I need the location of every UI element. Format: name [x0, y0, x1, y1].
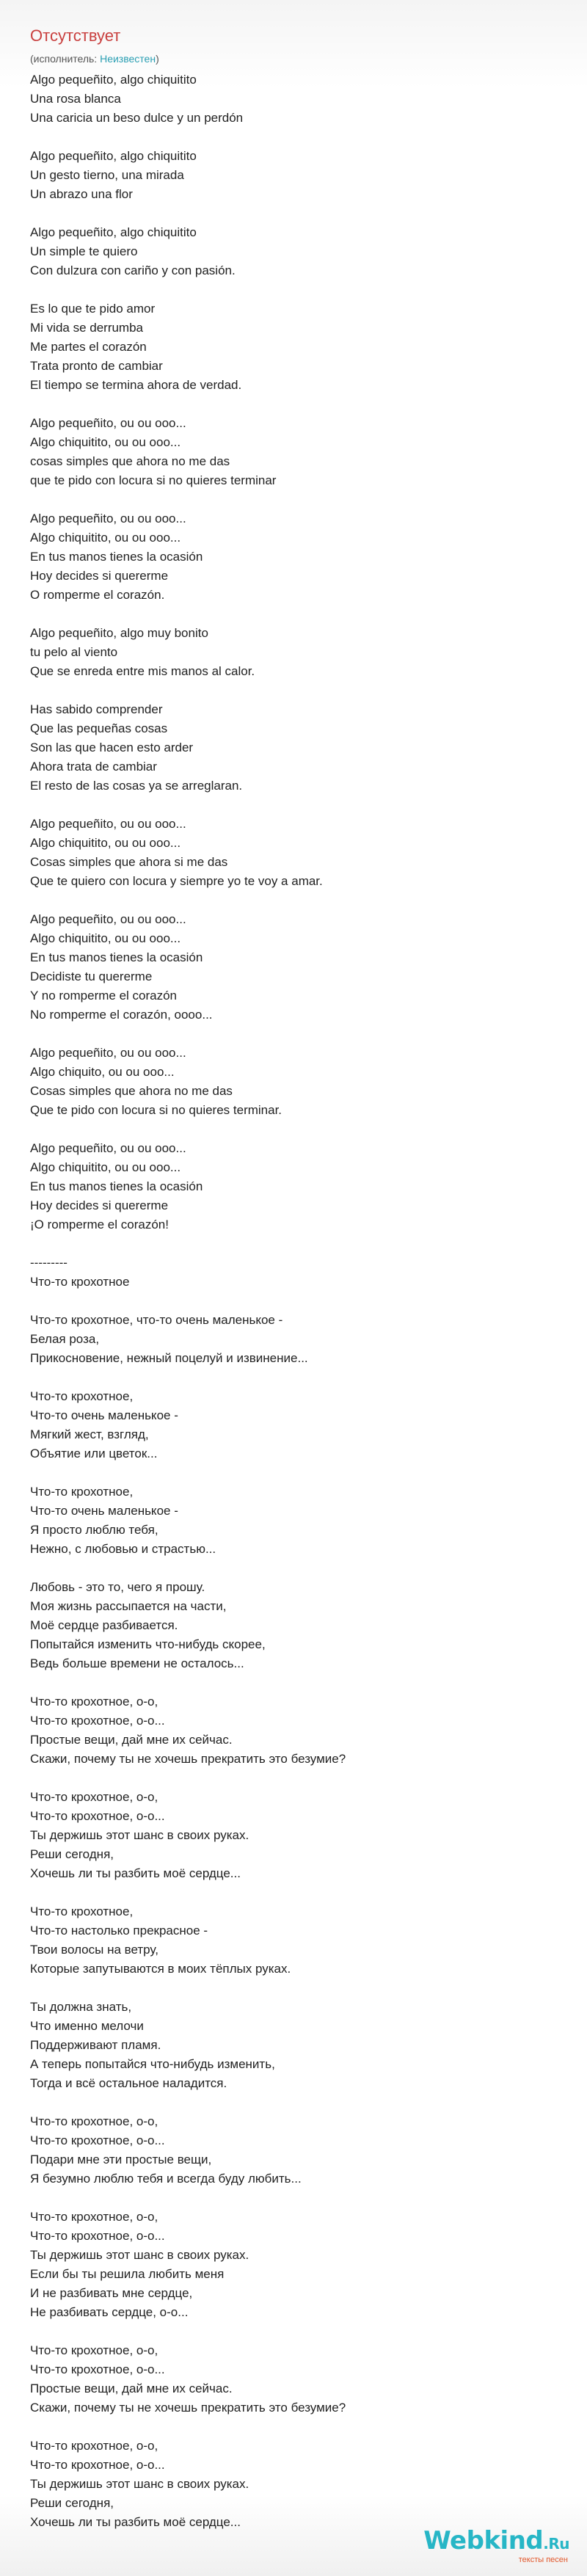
logo-tagline: тексты песен — [518, 2555, 568, 2564]
lyrics-line: Algo pequeñito, algo chiquitito — [30, 225, 197, 239]
logo-brand-name: Webkind — [423, 2526, 544, 2555]
lyrics-line: Algo chiquito, ou ou ooo... — [30, 1065, 175, 1079]
lyrics-stanza — [30, 815, 558, 891]
logo-brand-tld: .Ru — [543, 2535, 569, 2553]
lyrics-stanza — [30, 299, 558, 395]
lyrics-line: Me partes el corazón — [30, 340, 147, 354]
lyrics-line: Un gesto tierno, una mirada — [30, 168, 184, 182]
lyrics-stanza — [30, 2208, 558, 2322]
lyrics-line: Мягкий жест, взгляд, — [30, 1427, 149, 1441]
lyrics-stanza — [30, 700, 558, 796]
lyrics-line: Con dulzura con cariño y con pasión. — [30, 263, 236, 277]
lyrics-line: Una rosa blanca — [30, 92, 121, 106]
lyrics-line: Что-то крохотное, — [30, 1485, 134, 1499]
lyrics-stanza — [30, 624, 558, 681]
lyrics-stanza — [30, 2341, 558, 2417]
lyrics-line: Son las que hacen esto arder — [30, 741, 194, 754]
lyrics-line: Простые вещи, дай мне их сейчас. — [30, 1733, 233, 1747]
logo-brand — [423, 2526, 569, 2555]
lyrics-line: Что-то крохотное, о-о... — [30, 2133, 165, 2147]
lyrics-line: Что-то крохотное, что-то очень маленькое - — [30, 1313, 283, 1327]
lyrics-line: Algo chiquitito, ou ou ooo... — [30, 931, 181, 945]
lyrics-line: Cosas simples que ahora si me das — [30, 855, 228, 869]
lyrics-line: Что-то крохотное, — [30, 1389, 134, 1403]
lyrics-line: Твои волосы на ветру, — [30, 1943, 158, 1957]
lyrics-line: Что-то крохотное, о-о, — [30, 2210, 158, 2224]
lyrics-line: Попытайся изменить что-нибудь скорее, — [30, 1637, 266, 1651]
lyrics-line: Объятие или цветок... — [30, 1447, 158, 1460]
lyrics-line: Что-то крохотное, о-о... — [30, 2458, 165, 2472]
lyrics-line: Que te quiero con locura y siempre yo te voy a amar. — [30, 874, 323, 888]
lyrics-line: Ahora trata de cambiar — [30, 760, 157, 774]
translation-title: Что-то крохотное — [30, 1275, 130, 1289]
lyrics-line: Что-то крохотное, о-о, — [30, 2343, 158, 2357]
lyrics-stanza — [30, 1902, 558, 1979]
lyrics-line: Hoy decides si quererme — [30, 1198, 169, 1212]
lyrics-line: Подари мне эти простые вещи, — [30, 2153, 212, 2166]
lyrics-line: Реши сегодня, — [30, 2496, 114, 2510]
lyrics-stanza — [30, 1692, 558, 1769]
lyrics-line: Que las pequeñas cosas — [30, 721, 168, 735]
lyrics-line: Que se enreda entre mis manos al calor. — [30, 664, 255, 678]
lyrics-line: Что-то крохотное, о-о... — [30, 1714, 165, 1728]
lyrics-stanza — [30, 1044, 558, 1120]
lyrics-line: Algo pequeñito, ou ou ooo... — [30, 416, 186, 430]
lyrics-line: cosas simples que ahora no me das — [30, 454, 230, 468]
lyrics-line: Ты держишь этот шанс в своих руках. — [30, 2477, 249, 2491]
lyrics-stanza — [30, 1311, 558, 1368]
performer-line — [30, 53, 159, 65]
lyrics-line: Que te pido con locura si no quieres terminar. — [30, 1103, 282, 1117]
lyrics-line: Mi vida se derrumba — [30, 321, 144, 335]
lyrics-line: Скажи, почему ты не хочешь прекратить это безумие? — [30, 1752, 346, 1766]
lyrics-line: Decidiste tu quererme — [30, 969, 153, 983]
lyrics-line: ¡O romperme el corazón! — [30, 1218, 169, 1231]
lyrics-line: En tus manos tienes la ocasión — [30, 1179, 203, 1193]
page-title: Отсутствует — [30, 26, 121, 45]
lyrics-line: Algo pequeñito, ou ou ooo... — [30, 1046, 186, 1060]
lyrics-line: O romperme el corazón. — [30, 588, 165, 602]
lyrics-line: Что-то крохотное, о-о... — [30, 2362, 165, 2376]
lyrics-line: Не разбивать сердце, о-о... — [30, 2305, 189, 2319]
translation-heading — [30, 1273, 558, 1292]
lyrics-line: Cosas simples que ahora no me das — [30, 1084, 233, 1098]
lyrics-stanza — [30, 1578, 558, 1673]
performer-prefix: (исполнитель: — [30, 53, 101, 65]
lyrics-line: Algo pequeñito, algo chiquitito — [30, 73, 197, 87]
lyrics-line: Algo pequeñito, ou ou ooo... — [30, 817, 186, 831]
lyrics-line: Поддерживают пламя. — [30, 2038, 161, 2052]
lyrics-stanza — [30, 1482, 558, 1559]
lyrics-line: Моя жизнь рассыпается на части, — [30, 1599, 227, 1613]
lyrics-line: Ты держишь этот шанс в своих руках. — [30, 2248, 249, 2262]
lyrics-line: Прикосновение, нежный поцелуй и извинение... — [30, 1351, 308, 1365]
lyrics-line: Es lo que te pido amor — [30, 302, 156, 316]
lyrics-stanza — [30, 910, 558, 1025]
lyrics-line: Что-то крохотное, о-о, — [30, 1790, 158, 1804]
lyrics-line: Хочешь ли ты разбить моё сердце... — [30, 2515, 241, 2529]
lyrics-stanza — [30, 2437, 558, 2532]
lyrics-line: Которые запутываются в моих тёплых руках. — [30, 1962, 291, 1976]
lyrics-line: Y no romperme el corazón — [30, 989, 178, 1003]
lyrics-stanza — [30, 1788, 558, 1883]
lyrics-line: Моё сердце разбивается. — [30, 1618, 178, 1632]
lyrics-line: Trata pronto de cambiar — [30, 359, 163, 373]
lyrics-line: Algo pequeñito, algo muy bonito — [30, 626, 208, 640]
lyrics-stanza — [30, 1998, 558, 2093]
lyrics-line: Что-то крохотное, о-о, — [30, 2114, 158, 2128]
lyrics-line: Un simple te quiero — [30, 244, 138, 258]
lyrics-line: Ведь больше времени не осталось... — [30, 1656, 244, 1670]
lyrics-line: Что-то крохотное, о-о... — [30, 1809, 165, 1823]
lyrics-line: Что-то крохотное, о-о... — [30, 2229, 165, 2243]
lyrics-line: Algo pequeñito, algo chiquitito — [30, 149, 197, 163]
lyrics-stanza — [30, 2112, 558, 2188]
lyrics-divider: --------- — [30, 1256, 68, 1270]
lyrics-stanza — [30, 147, 558, 204]
lyrics-line: No romperme el corazón, oooo... — [30, 1008, 213, 1022]
lyrics-stanza — [30, 414, 558, 490]
lyrics-line: Hoy decides si quererme — [30, 569, 169, 583]
lyrics-stanza — [30, 509, 558, 605]
lyrics-line: Ты держишь этот шанс в своих руках. — [30, 1828, 249, 1842]
lyrics-line: Скажи, почему ты не хочешь прекратить это безумие? — [30, 2401, 346, 2415]
performer-suffix: ) — [156, 53, 159, 65]
lyrics-line: tu pelo al viento — [30, 645, 118, 659]
lyrics-line: Algo chiquitito, ou ou ooo... — [30, 435, 181, 449]
lyrics-line: Простые вещи, дай мне их сейчас. — [30, 2382, 233, 2395]
lyrics-line: El resto de las cosas ya se arreglaran. — [30, 779, 243, 793]
lyrics-stanza — [30, 1139, 558, 1234]
lyrics-line: И не разбивать мне сердце, — [30, 2286, 193, 2300]
lyrics-line: En tus manos tienes la ocasión — [30, 950, 203, 964]
lyrics-line: Я безумно люблю тебя и всегда буду любить... — [30, 2172, 302, 2186]
lyrics-line: Любовь - это то, чего я прошу. — [30, 1580, 205, 1594]
lyrics-line: Algo pequeñito, ou ou ooo... — [30, 912, 186, 926]
lyrics-stanza — [30, 70, 558, 128]
lyrics-line: Реши сегодня, — [30, 1847, 114, 1861]
lyrics-line: Белая роза, — [30, 1332, 100, 1346]
lyrics-line: Что-то крохотное, о-о, — [30, 2439, 158, 2453]
lyrics-line: Un abrazo una flor — [30, 187, 133, 201]
lyrics-line: Что-то очень маленькое - — [30, 1408, 178, 1422]
lyrics-line: Я просто люблю тебя, — [30, 1523, 158, 1537]
lyrics-stanza — [30, 1387, 558, 1463]
lyrics-stanza — [30, 223, 558, 280]
lyrics-line: El tiempo se termina ahora de verdad. — [30, 378, 242, 392]
artist-link[interactable]: Неизвестен — [100, 53, 156, 65]
lyrics-line: Has sabido comprender — [30, 702, 163, 716]
webkind-logo[interactable] — [412, 2526, 569, 2567]
lyrics-line: Нежно, с любовью и страстью... — [30, 1542, 216, 1556]
lyrics-line: Тогда и всё остальное наладится. — [30, 2076, 227, 2090]
lyrics-line: Algo chiquitito, ou ou ooo... — [30, 531, 181, 545]
lyrics-line: Что-то очень маленькое - — [30, 1504, 178, 1518]
lyrics-line: Algo chiquitito, ou ou ooo... — [30, 836, 181, 850]
lyrics-line: Хочешь ли ты разбить моё сердце... — [30, 1866, 241, 1880]
lyrics-line: que te pido con locura si no quieres terminar — [30, 473, 277, 487]
lyrics-line: Что-то крохотное, о-о, — [30, 1695, 158, 1709]
lyrics-line: Что-то настолько прекрасное - — [30, 1924, 208, 1938]
lyrics-line: En tus manos tienes la ocasión — [30, 550, 203, 564]
lyrics-line: Algo chiquitito, ou ou ooo... — [30, 1160, 181, 1174]
lyrics-text — [30, 70, 558, 2551]
lyrics-line: Una caricia un beso dulce y un perdón — [30, 111, 244, 125]
lyrics-line: А теперь попытайся что-нибудь изменить, — [30, 2057, 275, 2071]
lyrics-line: Ты должна знать, — [30, 2000, 132, 2014]
lyrics-line: Что-то крохотное, — [30, 1904, 134, 1918]
lyrics-line: Algo pequeñito, ou ou ooo... — [30, 512, 186, 525]
lyrics-line: Algo pequeñito, ou ou ooo... — [30, 1141, 186, 1155]
lyrics-line: Что именно мелочи — [30, 2019, 144, 2033]
lyrics-line: Если бы ты решила любить меня — [30, 2267, 225, 2281]
